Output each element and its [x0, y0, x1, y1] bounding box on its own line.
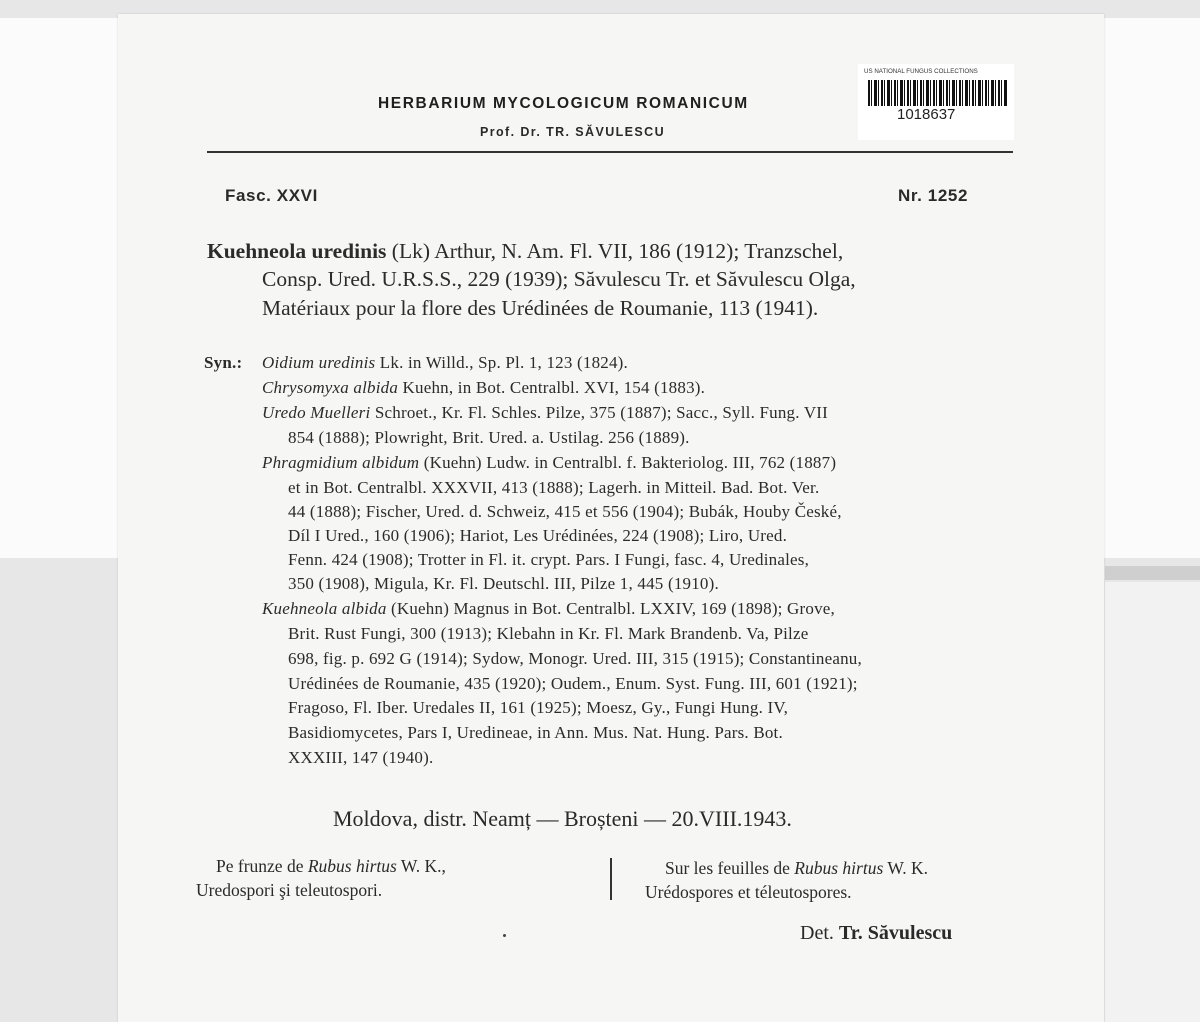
synonym-line: 350 (1908), Migula, Kr. Fl. Deutschl. III, Pilze 1, 445 (1910). — [288, 574, 719, 593]
synonym-line: 44 (1888); Fischer, Ured. d. Schweiz, 415 et 556 (1904); Bubák, Houby České, — [288, 502, 842, 521]
column-divider — [610, 858, 612, 900]
barcode-number: 1018637 — [897, 106, 956, 123]
synonym-line: Chrysomyxa albida Kuehn, in Bot. Centralbl. XVI, 154 (1883). — [262, 378, 706, 397]
herbarium-title: HERBARIUM MYCOLOGICUM ROMANICUM — [378, 95, 749, 112]
synonym-line: Urédinées de Roumanie, 435 (1920); Oudem., Enum. Syst. Fung. III, 601 (1921); — [288, 674, 858, 693]
fascicle-label: Fasc. XXVI — [225, 186, 318, 205]
synonym-line: Uredo Muelleri Schroet., Kr. Fl. Schles. Pilze, 375 (1887); Sacc., Syll. Fung. VII — [262, 403, 829, 422]
synonym-line: Basidiomycetes, Pars I, Uredineae, in Ann. Mus. Nat. Hung. Pars. Bot. — [288, 723, 783, 742]
herbarium-subtitle: Prof. Dr. TR. SĂVULESCU — [480, 125, 665, 139]
determiner: Det. Tr. Săvulescu — [800, 922, 953, 944]
synonym-line: et in Bot. Centralbl. XXXVII, 413 (1888); Lagerh. in Mitteil. Bad. Bot. Ver. — [288, 478, 820, 497]
synonyms-label: Syn.: — [204, 353, 243, 372]
host-ro-line-2: Uredospori şi teleutospori. — [196, 880, 383, 900]
synonym-line: Oidium uredinis Lk. in Willd., Sp. Pl. 1, 123 (1824). — [262, 353, 628, 372]
barcode-collection: US NATIONAL FUNGUS COLLECTIONS — [864, 68, 978, 75]
synonym-line: Fragoso, Fl. Iber. Uredales II, 161 (1925); Moesz, Gy., Fungi Hung. IV, — [288, 698, 789, 717]
number-label: Nr. 1252 — [898, 186, 969, 205]
background-sheet — [1105, 582, 1200, 1022]
taxon-line-1: Kuehneola uredinis (Lk) Arthur, N. Am. Fl. VII, 186 (1912); Tranzschel, — [207, 239, 844, 263]
host-ro-line-1: Pe frunze de Rubus hirtus W. K., — [216, 856, 446, 876]
synonym-line: XXXIII, 147 (1940). — [288, 748, 434, 767]
synonym-line: 854 (1888); Plowright, Brit. Ured. a. Ustilag. 256 (1889). — [288, 428, 690, 447]
synonym-line: 698, fig. p. 692 G (1914); Sydow, Monogr. Ured. III, 315 (1915); Constantineanu, — [288, 649, 862, 668]
synonym-line: Phragmidium albidum (Kuehn) Ludw. in Centralbl. f. Bakteriolog. III, 762 (1887) — [262, 453, 837, 472]
locality: Moldova, distr. Neamț — Broșteni — 20.VIII.1943. — [333, 806, 792, 831]
taxon-name: Kuehneola uredinis — [207, 239, 387, 263]
synonym-line: Fenn. 424 (1908); Trotter in Fl. it. crypt. Pars. I Fungi, fasc. 4, Uredinales, — [288, 550, 810, 569]
header-rule — [207, 151, 1013, 153]
synonym-line: Brit. Rust Fungi, 300 (1913); Klebahn in Kr. Fl. Mark Brandenb. Va, Pilze — [288, 624, 809, 643]
ink-speck — [503, 934, 506, 937]
barcode-bars — [868, 80, 1008, 106]
taxon-line-2: Consp. Ured. U.R.S.S., 229 (1939); Săvulescu Tr. et Săvulescu Olga, — [262, 267, 856, 291]
synonym-line: Kuehneola albida (Kuehn) Magnus in Bot. Centralbl. LXXIV, 169 (1898); Grove, — [262, 599, 835, 618]
synonym-line: Díl I Ured., 160 (1906); Hariot, Les Urédinées, 224 (1908); Liro, Ured. — [288, 526, 788, 545]
host-fr-line-2: Urédospores et téleutospores. — [645, 882, 852, 902]
background-strip — [1105, 566, 1200, 580]
taxon-line-3: Matériaux pour la flore des Urédinées de Roumanie, 113 (1941). — [262, 296, 819, 320]
host-fr-line-1: Sur les feuilles de Rubus hirtus W. K. — [665, 858, 928, 878]
